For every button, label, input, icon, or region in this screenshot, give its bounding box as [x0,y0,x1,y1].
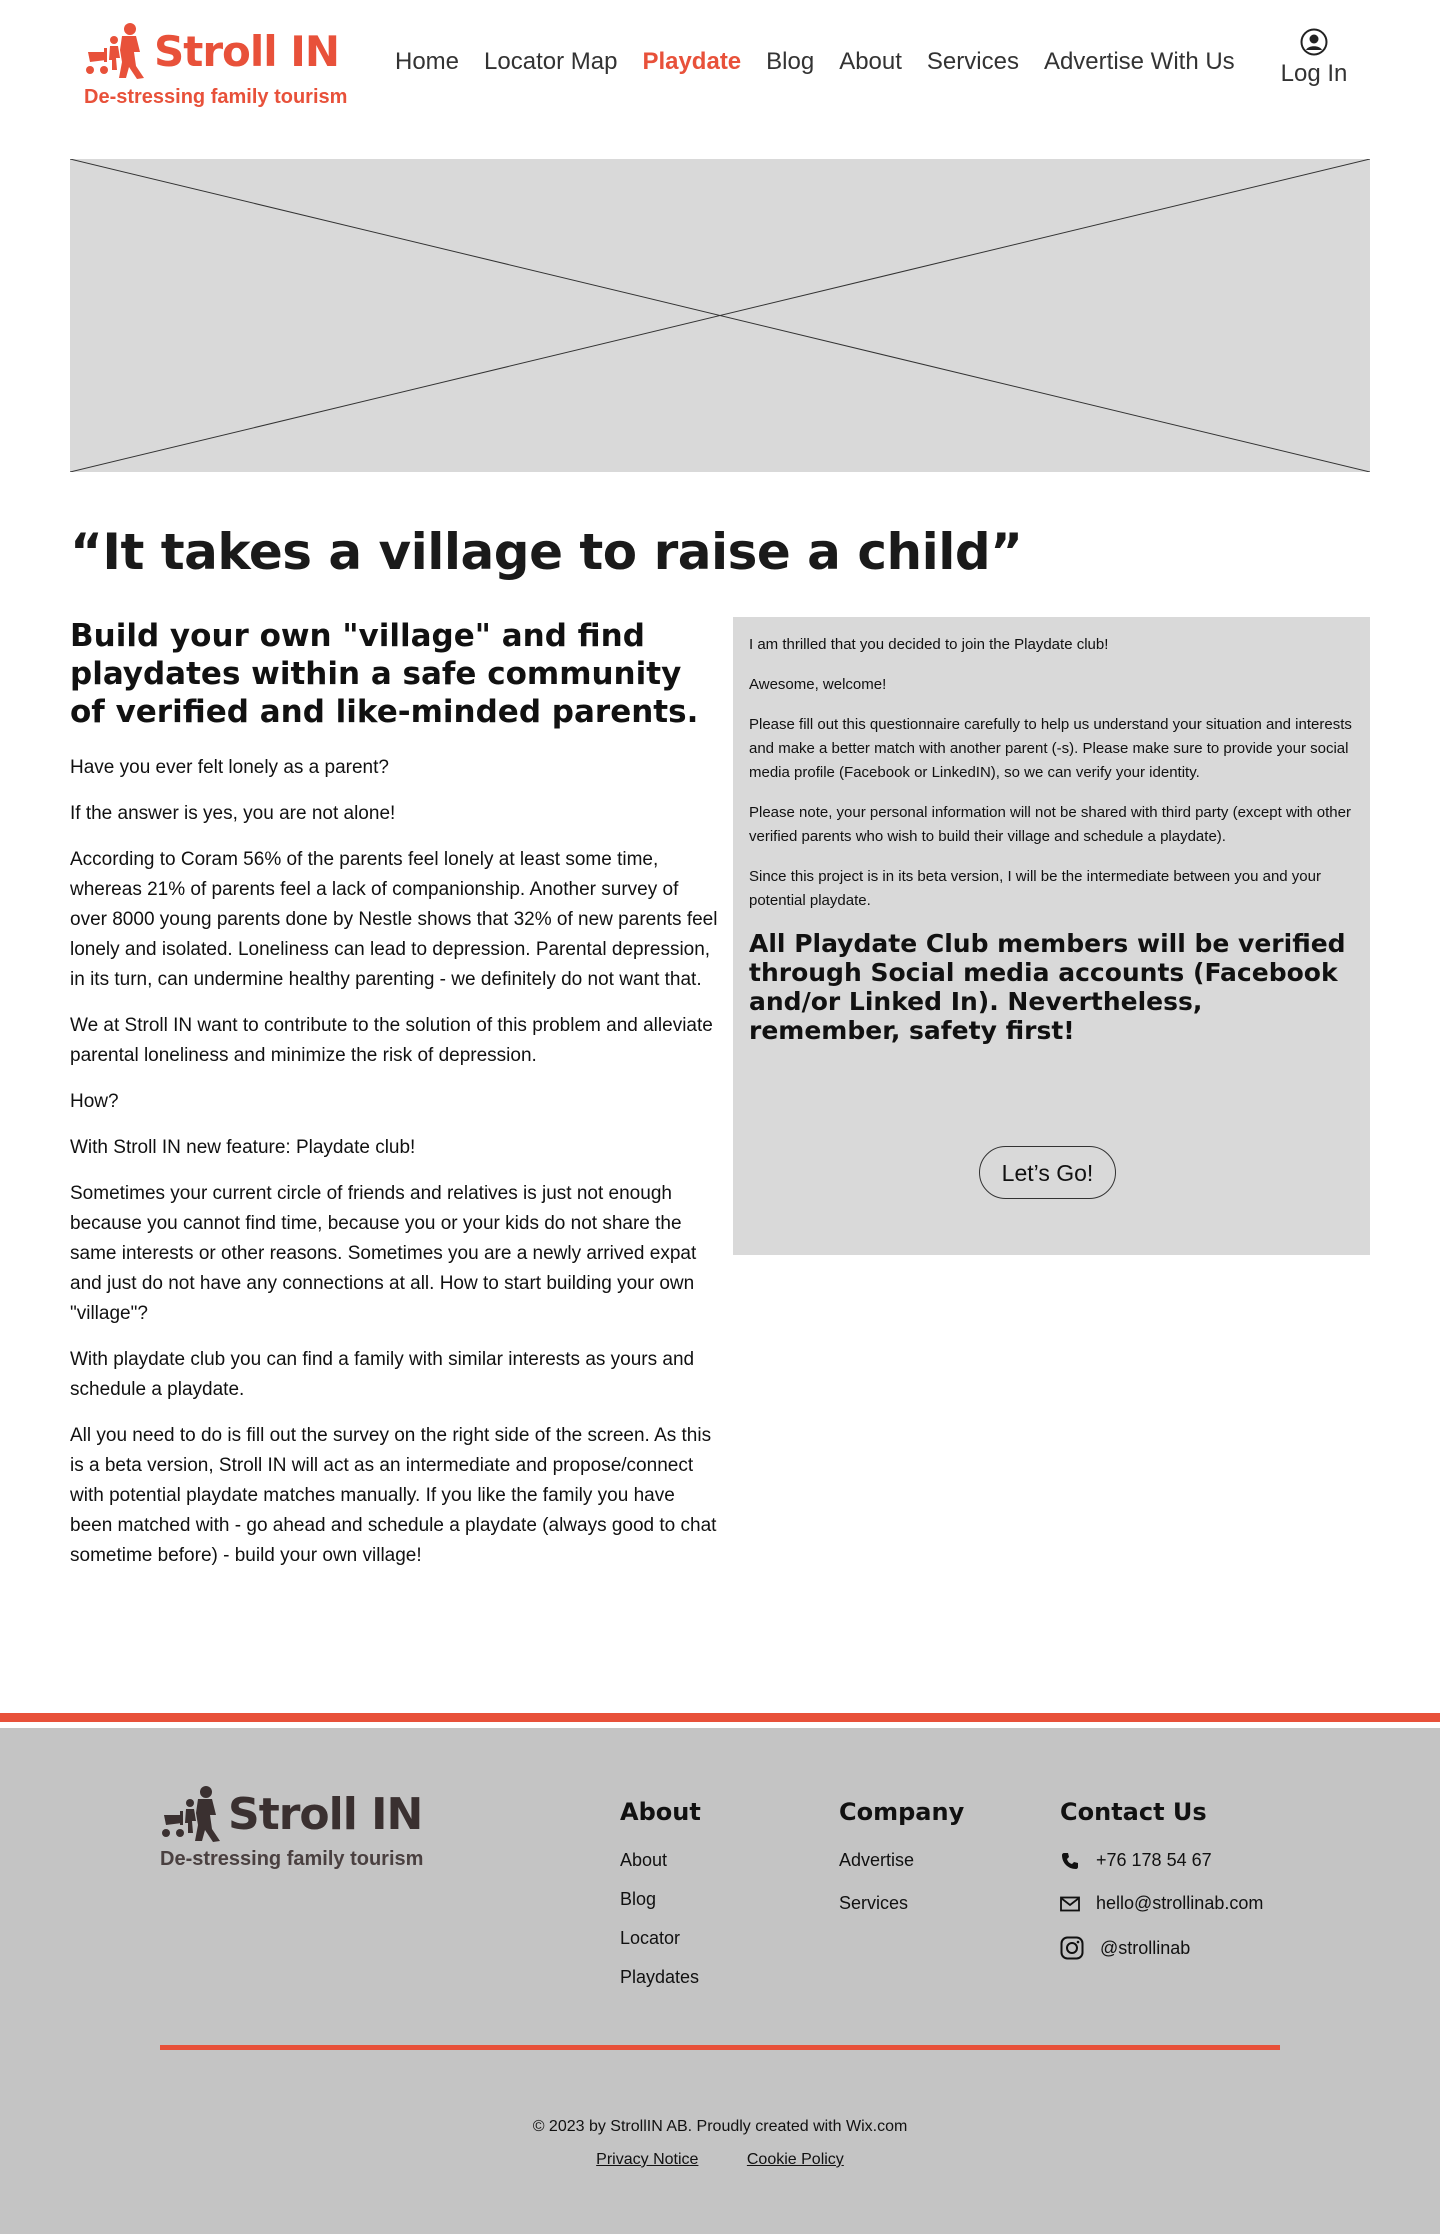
footer-link-services[interactable]: Services [839,1893,909,1913]
form-intro-text: Awesome, welcome! [749,676,887,693]
footer-company-column [839,1798,964,1932]
login-button[interactable] [1278,28,1350,88]
intro-paragraph: We at Stroll IN want to contribute to the solution of this problem and alleviate parental loneliness and minimize the risk of depression. [70,1015,713,1066]
family-stroller-icon [84,22,152,80]
contact-instagram[interactable] [1060,1936,1263,1960]
lets-go-button[interactable]: Let’s Go! [979,1146,1116,1199]
intro-paragraph: If the answer is yes, you are not alone! [70,803,396,824]
footer-contact-heading: Contact Us [1060,1798,1207,1826]
intro-subheading: Build your own "village" and find playdates within a safe community of verified and like-minded parents. [70,618,699,730]
form-intro-text: Please fill out this questionnaire carefully to help us understand your situation and interests and make a better match with another parent (-s). Please make sure to provide your social media profile (Facebook or LinkedIN), so we can verify your identity. [749,716,1352,781]
intro-paragraph: According to Coram 56% of the parents feel lonely at least some time, whereas 21% of parents feel a lack of companionship. Another survey of over 8000 young parents done by Nestle shows that 32% of new parents feel lonely and isolated. Loneliness can lead to depression. Parental depression, in its turn, can undermine healthy parenting - we definitely do not want that. [70,849,718,990]
nav-playdate[interactable]: Playdate [642,48,742,75]
contact-phone[interactable] [1060,1850,1263,1871]
intro-paragraph: How? [70,1091,119,1112]
intro-paragraph: Sometimes your current circle of friends and relatives is just not enough because you cannot find time, because you or your kids do not share the same interests or other reasons. Sometimes you are a newly arrived expat and just do not have any connections at all. How to start building your own "village"? [70,1183,697,1324]
footer-divider [160,2045,1280,2050]
nav-about[interactable]: About [839,48,902,75]
site-logo[interactable] [84,22,339,80]
footer-about-column [620,1798,701,2006]
legal-links [0,2151,1440,2169]
footer-logo[interactable] [160,1785,422,1843]
footer-link-blog[interactable]: Blog [620,1889,657,1909]
footer-company-heading: Company [839,1798,965,1826]
footer-logo-text: Stroll IN [228,1788,423,1840]
instagram-icon [1060,1936,1084,1960]
footer-link-advertise[interactable]: Advertise [839,1850,915,1870]
form-intro-text: I am thrilled that you decided to join the Playdate club! [749,636,1109,653]
placeholder-cross-icon [70,159,1370,472]
nav-blog[interactable]: Blog [766,48,815,75]
logo-text: Stroll IN [154,26,340,76]
nav-advertise[interactable]: Advertise With Us [1043,48,1235,75]
contact-email-text: hello@strollinab.com [1096,1893,1264,1913]
footer-link-locator[interactable]: Locator [620,1928,681,1948]
main-nav [395,48,1260,76]
login-label: Log In [1280,60,1348,87]
footer-contact-column [1060,1798,1263,1982]
intro-paragraph: With playdate club you can find a family with similar interests as yours and schedule a playdate. [70,1349,695,1400]
footer-link-playdates[interactable]: Playdates [620,1967,700,1987]
nav-locator-map[interactable]: Locator Map [484,48,618,75]
footer-accent-strip [0,1713,1440,1722]
form-intro-text: Please note, your personal information will not be shared with third party (except with other verified parents who wish to build their village and schedule a playdate). [749,804,1351,845]
site-footer [0,1728,1440,2234]
footer-link-about[interactable]: About [620,1850,668,1870]
contact-phone-text: +76 178 54 67 [1096,1850,1212,1870]
page-title-quote: “It takes a village to raise a child” [70,523,1023,581]
copyright-text: © 2023 by StrollIN AB. Proudly created with Wix.com [532,2118,908,2135]
intro-paragraph: With Stroll IN new feature: Playdate club! [70,1137,416,1158]
hero-image-placeholder [70,159,1370,472]
contact-instagram-text: @strollinab [1100,1937,1191,1958]
intro-paragraph: All you need to do is fill out the survey on the right side of the screen. As this is a beta version, Stroll IN will act as an intermediate and propose/connect with potential playdate matches manually. If you like the family you have been matched with - go ahead and schedule a playdate (always good to chat sometime before) - build your own village! [70,1425,717,1566]
family-stroller-icon [160,1785,228,1843]
privacy-notice-link[interactable]: Privacy Notice [596,2151,699,2168]
site-header [0,0,1440,140]
intro-column [70,617,720,1587]
mail-icon [1060,1896,1080,1912]
playdate-signup-panel [733,617,1370,1255]
site-tagline: De-stressing family tourism [84,86,348,108]
phone-icon [1060,1851,1080,1871]
contact-email[interactable] [1060,1893,1263,1914]
form-intro-text: Since this project is in its beta version, I will be the intermediate between you and your potential playdate. [749,868,1321,909]
footer-tagline: De-stressing family tourism [160,1848,424,1870]
intro-paragraph: Have you ever felt lonely as a parent? [70,757,389,778]
user-avatar-icon [1300,28,1328,56]
nav-home[interactable]: Home [395,48,460,75]
cookie-policy-link[interactable]: Cookie Policy [746,2151,844,2168]
footer-about-heading: About [620,1798,701,1826]
nav-services[interactable]: Services [926,48,1019,75]
verification-notice: All Playdate Club members will be verified through Social media accounts (Facebook and/or Linked In). Nevertheless, remember, safety first! [749,929,1346,1045]
